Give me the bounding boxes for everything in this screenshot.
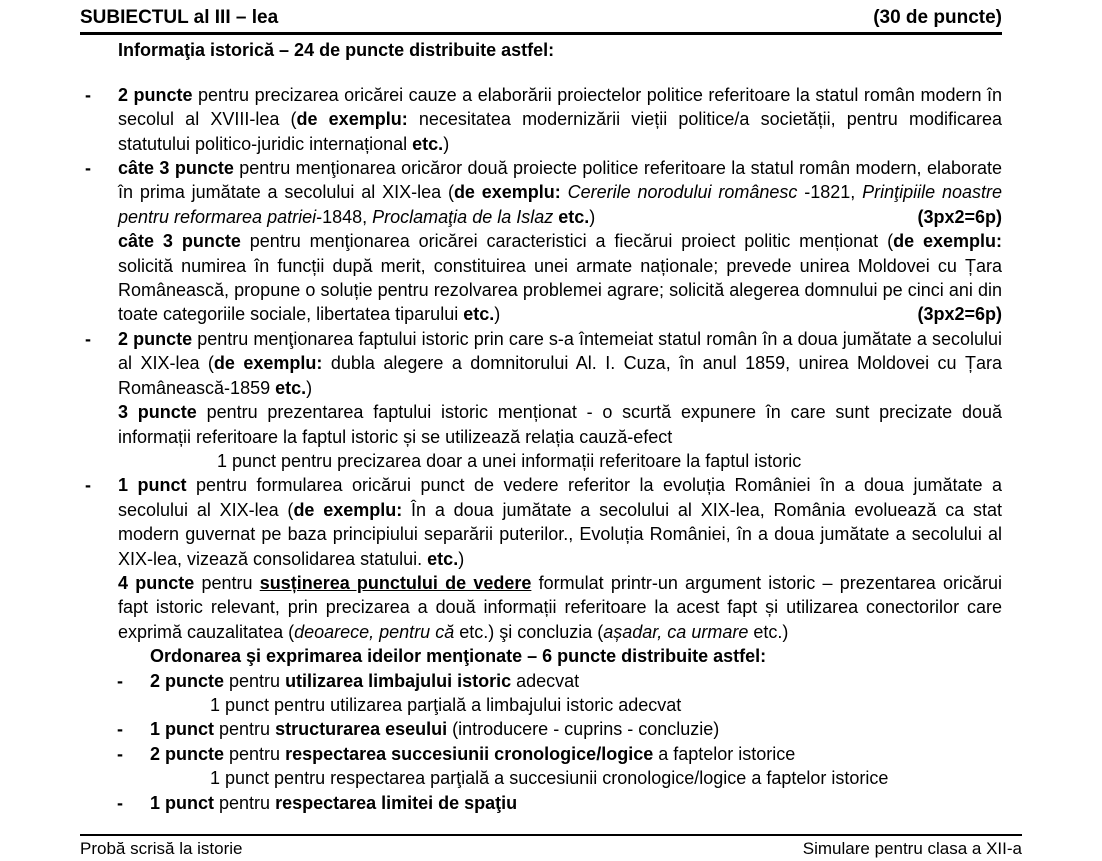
- rubric-text-segment: 4 puncte: [118, 572, 202, 593]
- rubric-text-segment: etc.): [748, 621, 789, 642]
- rubric-text-segment: etc.: [463, 304, 495, 325]
- bullet-dash: -: [117, 743, 123, 764]
- rubric-item: [80, 717, 1002, 741]
- rubric-item: [80, 791, 1002, 815]
- rubric-text-segment: Proclamaţia de la Islaz: [372, 206, 559, 227]
- rubric-item: [80, 742, 1002, 766]
- rubric-text-segment: necesitatea modernizării vieții politice/a societății, pentru modificarea statutului politico-juridic internațional: [118, 109, 1002, 154]
- rubric-text-segment: respectarea limitei de spaţiu: [275, 792, 518, 813]
- rubric-item: [80, 229, 1002, 327]
- rubric-text-segment: pentru precizarea oricărei cauze a elaborării proiectelor politice referitoare la statul român modern în secolul al XVIII-lea (: [118, 84, 1002, 130]
- rubric-text-segment: ): [458, 548, 465, 569]
- rubric-text-segment: deoarece, pentru că: [294, 621, 455, 642]
- bullet-dash: -: [85, 158, 91, 179]
- rubric-text-segment: pentru: [229, 670, 286, 691]
- rubric-text-segment: de exemplu:: [293, 499, 412, 520]
- rubric-text-segment: Prinţipiile noastre pentru reformarea patriei: [118, 182, 1002, 227]
- bullet-dash: -: [85, 328, 91, 349]
- rubric-text-segment: 2 puncte: [150, 670, 230, 691]
- score-label: (3px2=6p): [917, 206, 1002, 227]
- rubric-item: [80, 571, 1002, 644]
- document-footer: [80, 834, 1022, 859]
- rubric-text-segment: pentru: [229, 743, 286, 764]
- rubric-text-segment: ): [306, 377, 313, 398]
- rubric-text-segment: câte 3 puncte: [118, 231, 250, 252]
- rubric-text-segment: ): [494, 304, 501, 325]
- rubric-text-segment: pentru prezentarea faptului istoric menționat - o scurtă expunere în care sunt precizate două informații referitoare la faptul istoric și se utilizează relația cauză-efect: [118, 402, 1003, 447]
- rubric-text-segment: Ordonarea şi exprimarea ideilor menţionate – 6 puncte distribuite astfel:: [150, 646, 767, 667]
- rubric-text-segment: de exemplu:: [893, 231, 1003, 252]
- bullet-dash: -: [85, 84, 91, 105]
- rubric-text-segment: de exemplu:: [453, 182, 568, 203]
- bullet-dash: -: [117, 792, 123, 813]
- rubric-text-segment: ): [443, 133, 450, 154]
- rubric-item: [80, 693, 1002, 717]
- rubric-item: [80, 766, 1002, 790]
- subject-title: SUBIECTUL al III – lea: [80, 7, 279, 28]
- rubric-text-segment: susținerea punctului de vedere: [259, 572, 532, 593]
- rubric-text-segment: câte 3 puncte: [118, 158, 240, 179]
- rubric-text-segment: dubla alegere a domnitorului Al. I. Cuza, în anul 1859, unirea Moldovei cu Țara Românească-1859: [118, 353, 1002, 398]
- rubric-text-segment: 2 puncte: [150, 743, 230, 764]
- rubric-text-segment: pentru menţionarea oricărei caracteristici a fiecărui proiect politic menționat (: [249, 231, 894, 252]
- subject-points: (30 de puncte): [873, 7, 1002, 28]
- rubric-item: [80, 644, 1002, 668]
- rubric-text-segment: -1848,: [316, 206, 373, 227]
- rubric-text-segment: 3 puncte: [118, 402, 207, 423]
- rubric-text-segment: pentru: [201, 572, 260, 593]
- rubric-item: [80, 83, 1002, 156]
- document-content: [80, 6, 1002, 815]
- rubric-text-segment: etc.: [427, 548, 459, 569]
- rubric-text-segment: În a doua jumătate a secolului al XIX-lea, România evoluează ca stat modern guvernat pe baza principiului separării puterilor., Evoluția României, în a doua jumătate a secolului al XIX-lea, vizează consolidarea statului.: [118, 499, 1003, 569]
- rubric-text-segment: pentru menţionarea oricăror două proiecte politice referitoare la statul român modern, elaborate în prima jumătate a secolului al XIX-lea (: [118, 158, 1002, 203]
- rubric-text-segment: Cererile norodului românesc: [567, 182, 805, 203]
- rubric-text-segment: 1 punct: [118, 475, 196, 496]
- rubric-text-segment: adecvat: [516, 670, 580, 691]
- document-header: [80, 6, 1002, 35]
- rubric-item: [80, 669, 1002, 693]
- bullet-dash: -: [85, 475, 91, 496]
- rubric-item: [80, 156, 1002, 229]
- rubric-text-segment: 2 puncte: [118, 84, 199, 105]
- rubric-text-segment: 1 punct pentru precizarea doar a unei informații referitoare la faptul istoric: [217, 450, 802, 471]
- rubric-text-segment: (introducere - cuprins - concluzie): [452, 719, 720, 740]
- rubric-text-segment: pentru formularea oricărui punct de vedere referitor la evoluția României în a doua jumătate a secolului al XIX-lea (: [118, 475, 1002, 520]
- rubric-text-segment: etc.: [412, 133, 444, 154]
- rubric-text-segment: de exemplu:: [296, 109, 408, 130]
- rubric-text-segment: -1821,: [804, 182, 863, 203]
- rubric-text-segment: solicită numirea în funcții după merit, constituirea unei armate naționale; prevede unirea Moldovei cu Țara Românească, propune o soluție pentru rezolvarea problemei agrare; solicită alegerea domnului pe cinci ani din toate categoriile sociale, libertatea tiparului: [118, 255, 1002, 325]
- footer-right-text: Simulare pentru clasa a XII-a: [802, 839, 1022, 858]
- rubric-text-segment: a faptelor istorice: [658, 743, 796, 764]
- rubric-text-segment: de exemplu:: [213, 353, 331, 374]
- rubric-text-segment: 2 puncte: [118, 328, 198, 349]
- rubric-item: [80, 473, 1002, 571]
- bullet-dash: -: [117, 670, 123, 691]
- rubric-text-segment: etc.) şi concluzia (: [454, 621, 604, 642]
- rubric-text-segment: respectarea succesiunii cronologice/logice: [285, 743, 659, 764]
- rubric-text-segment: pentru: [219, 792, 276, 813]
- rubric-text-segment: 1 punct pentru respectarea parţială a succesiunii cronologice/logice a faptelor istorice: [210, 768, 889, 789]
- rubric-item: [80, 327, 1002, 400]
- score-label: (3px2=6p): [917, 304, 1002, 325]
- rubric-text-segment: pentru: [219, 719, 276, 740]
- bullet-dash: -: [117, 719, 123, 740]
- rubric-text-segment: utilizarea limbajului istoric: [285, 670, 517, 691]
- rubric-list: [80, 83, 1002, 815]
- rubric-text-segment: ): [589, 206, 596, 227]
- rubric-text-segment: 1 punct pentru utilizarea parţială a limbajului istoric adecvat: [210, 694, 682, 715]
- rubric-item: [80, 449, 1002, 473]
- rubric-text-segment: structurarea eseului: [275, 719, 453, 740]
- rubric-text-segment: etc.: [275, 377, 307, 398]
- rubric-text-segment: așadar, ca urmare: [603, 621, 749, 642]
- section-subtitle: Informaţia istorică – 24 de puncte distribuite astfel:: [118, 40, 555, 61]
- rubric-text-segment: 1 punct: [150, 719, 220, 740]
- rubric-text-segment: etc.: [558, 206, 590, 227]
- rubric-item: [80, 400, 1002, 449]
- rubric-text-segment: 1 punct: [150, 792, 220, 813]
- rubric-text-segment: formulat printr-un argument istoric – prezentarea oricărui fapt istoric relevant, prin precizarea a două informații referitoare la acest fapt și utilizarea conectorilor care exprimă cauzalitatea (: [118, 572, 1003, 642]
- rubric-text-segment: pentru menţionarea faptului istoric prin care s-a întemeiat statul român în a doua jumătate a secolului al XIX-lea (: [118, 328, 1003, 374]
- footer-left-text: Probă scrisă la istorie: [80, 839, 243, 858]
